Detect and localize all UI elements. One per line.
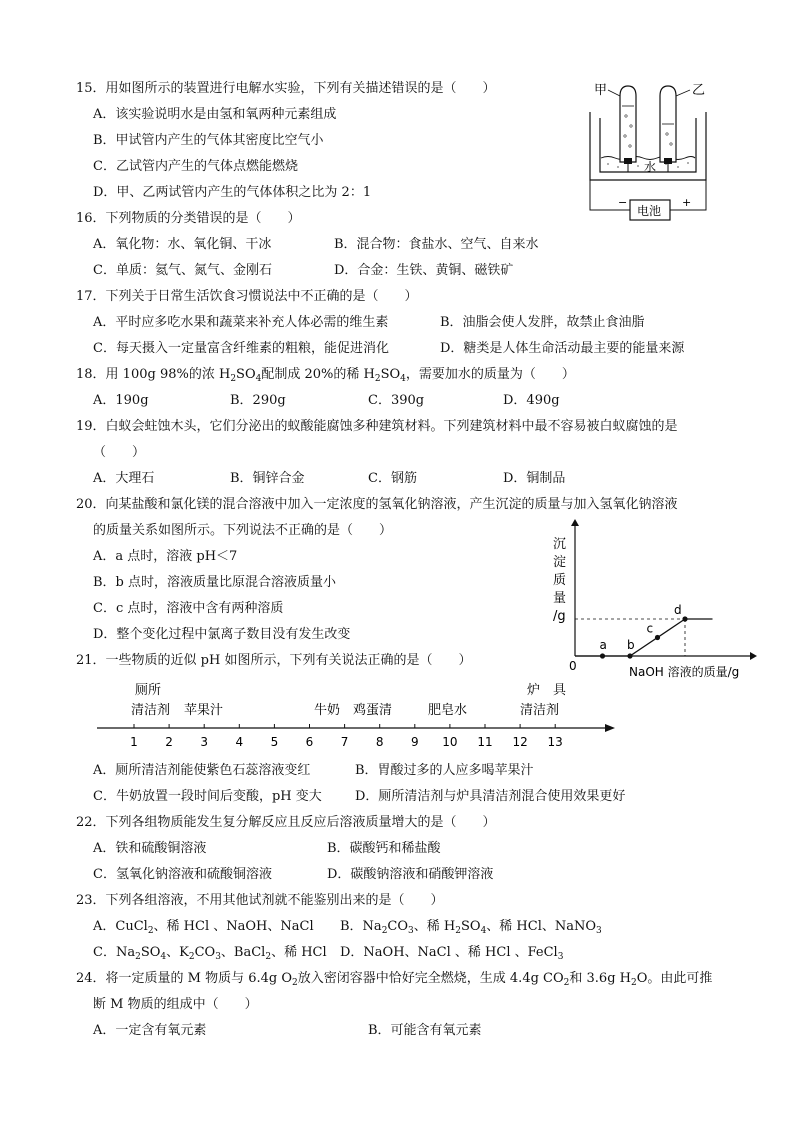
q18-option-b: B．290g <box>230 393 286 408</box>
q17-option-b: B．油脂会使人发胖，故禁止食油脂 <box>440 315 645 330</box>
q19-option-d: D．铜制品 <box>503 471 566 486</box>
q21-option-c: C．牛奶放置一段时间后变酸，pH 变大 <box>93 789 322 804</box>
q17-option-c: C．每天摄入一定量富含纤维素的粗粮，能促进消化 <box>93 341 389 356</box>
chart-point-label-c: c <box>646 621 654 636</box>
q20-option-d: D．整个变化过程中氯离子数目没有发生改变 <box>93 627 351 642</box>
origin-label: 0 <box>569 659 577 673</box>
chart-point-c <box>655 635 660 640</box>
ph-tick-label: 7 <box>340 735 349 749</box>
ph-tick-label: 8 <box>375 735 384 749</box>
q17-option-a: A．平时应多吃水果和蔬菜来补充人体必需的维生素 <box>93 315 389 330</box>
chart-point-a <box>600 653 605 658</box>
q23-option-a: A．CuCl$_2$、稀 HCl 、NaOH、NaCl <box>93 919 314 936</box>
chart-point-label-d: d <box>674 603 682 617</box>
ph-tick-label: 6 <box>305 735 314 749</box>
q22-stem: 22．下列各组物质能发生复分解反应且反应后溶液质量增大的是（ ） <box>76 815 496 830</box>
ph-tick-label: 2 <box>165 735 173 749</box>
ph-label-toilet-1: 厕所 <box>135 683 162 698</box>
ph-label-toilet-2: 清洁剂 <box>131 703 171 718</box>
y-axis-label-5: /g <box>553 609 566 624</box>
tube-right-label: 乙 <box>692 83 706 98</box>
q19-option-c: C．钢筋 <box>368 471 417 486</box>
q17-stem: 17．下列关于日常生活饮食习惯说法中不正确的是（ ） <box>76 289 418 304</box>
ph-tick-label: 3 <box>200 735 209 749</box>
tube-left-label: 甲 <box>594 83 608 98</box>
q15-option-a: A．该实验说明水是由氢和氧两种元素组成 <box>93 107 337 122</box>
q23-option-c: C．$Na_2SO_4$、$K_2CO_3$、BaCl$_2$、稀 HCl <box>93 945 327 962</box>
q16-stem: 16．下列物质的分类错误的是（ ） <box>76 211 301 226</box>
q21-option-d: D．厕所清洁剂与炉具清洁剂混合使用效果更好 <box>355 789 626 804</box>
q19-stem: 19．白蚁会蛀蚀木头，它们分泌出的蚁酸能腐蚀多种建筑材料。下列建筑材料中最不容易被白蚁腐蚀的是 <box>76 419 678 434</box>
ph-tick-label: 5 <box>270 735 279 749</box>
ph-label-egg: 鸡蛋清 <box>353 703 393 718</box>
q19-option-a: A．大理石 <box>93 471 155 486</box>
q16-option-b: B．混合物：食盐水、空气、自来水 <box>334 237 539 252</box>
q24-option-b: B．可能含有氧元素 <box>368 1023 482 1038</box>
q18-stem: 18．用 100g 98%的浓 $H_2SO_4$配制成 20%的稀 $H_2SO_4$，需要加水的质量为（ ） <box>76 367 575 384</box>
q19-stem-blank: （ ） <box>93 445 146 460</box>
ph-label-soap: 肥皂水 <box>428 703 468 718</box>
q24-option-a: A．一定含有氧元素 <box>93 1023 207 1038</box>
q24-stem-line2: 断 M 物质的组成中（ ） <box>93 997 258 1012</box>
q22-option-b: B．碳酸钙和稀盐酸 <box>327 841 441 856</box>
ph-tick-label: 1 <box>130 735 138 749</box>
electrolysis-apparatus-figure <box>588 76 718 226</box>
chart-point-b <box>627 653 632 658</box>
battery-plus: + <box>682 196 692 209</box>
q15-option-d: D．甲、乙两试管内产生的气体体积之比为 2：1 <box>93 185 372 200</box>
battery-label: 电池 <box>637 204 662 218</box>
chart-point-label-b: b <box>627 638 635 652</box>
q24-stem: 24．将一定质量的 M 物质与 6.4g $O_2$放入密闭容器中恰好完全燃烧，生成 4.4g $CO_2$和 3.6g $H_2O$。由此可推 <box>76 971 713 988</box>
ph-tick-label: 13 <box>547 735 563 749</box>
y-axis-label-3: 质 <box>553 573 567 588</box>
q16-option-d: D．合金：生铁、黄铜、磁铁矿 <box>334 263 514 278</box>
ph-label-milk: 牛奶 <box>314 703 341 718</box>
q22-option-d: D．碳酸钠溶液和硝酸钾溶液 <box>327 867 494 882</box>
q20-option-a: A．a 点时，溶液 pH＜7 <box>93 549 238 564</box>
chart-point-label-a: a <box>599 638 607 652</box>
q22-option-a: A．铁和硫酸铜溶液 <box>93 841 207 856</box>
q17-option-d: D．糖类是人体生命活动最主要的能量来源 <box>440 341 685 356</box>
q15-option-b: B．甲试管内产生的气体其密度比空气小 <box>93 133 324 148</box>
ph-label-stove-2: 清洁剂 <box>520 703 560 718</box>
q23-stem: 23．下列各组溶液，不用其他试剂就不能鉴别出来的是（ ） <box>76 893 444 908</box>
q18-option-a: A．190g <box>93 393 149 408</box>
q21-option-a: A．厕所清洁剂能使紫色石蕊溶液变红 <box>93 763 311 778</box>
q20-option-b: B．b 点时，溶液质量比原混合溶液质量小 <box>93 575 337 590</box>
ph-label-stove-1: 炉 具 <box>527 683 567 698</box>
q15-stem: 15．用如图所示的装置进行电解水实验，下列有关描述错误的是（ ） <box>76 81 496 96</box>
water-label: 水 <box>644 160 657 174</box>
x-axis-label: NaOH 溶液的质量/g <box>629 665 740 679</box>
q21-stem: 21．一些物质的近似 pH 如图所示，下列有关说法正确的是（ ） <box>76 653 472 668</box>
q20-stem: 20．向某盐酸和氯化镁的混合溶液中加入一定浓度的氢氧化钠溶液，产生沉淀的质量与加入氢氧化钠溶液 <box>76 497 678 512</box>
q18-option-d: D．490g <box>503 393 560 408</box>
q20-option-c: C．c 点时，溶液中含有两种溶质 <box>93 601 284 616</box>
q18-option-c: C．390g <box>368 393 425 408</box>
battery-minus: − <box>618 196 628 209</box>
q20-stem-line2: 的质量关系如图所示。下列说法不正确的是（ ） <box>93 523 393 538</box>
y-axis-label-4: 量 <box>553 591 567 606</box>
ph-tick-label: 9 <box>410 735 419 749</box>
q16-option-c: C．单质：氦气、氮气、金刚石 <box>93 263 272 278</box>
precipitate-mass-chart <box>545 518 757 682</box>
precipitate-line <box>575 619 713 656</box>
q23-option-d: D．NaOH、NaCl 、稀 HCl 、FeCl$_3$ <box>340 945 564 962</box>
ph-scale-figure <box>95 680 625 752</box>
ph-tick-label: 12 <box>512 735 528 749</box>
q21-option-b: B．胃酸过多的人应多喝苹果汁 <box>355 763 534 778</box>
q22-option-c: C．氢氧化钠溶液和硫酸铜溶液 <box>93 867 272 882</box>
ph-tick-label: 11 <box>477 735 493 749</box>
q19-option-b: B．铜锌合金 <box>230 471 305 486</box>
y-axis-label-2: 淀 <box>553 555 567 570</box>
ph-tick-label: 10 <box>442 735 458 749</box>
ph-label-apple: 苹果汁 <box>184 703 224 718</box>
ph-tick-label: 4 <box>235 735 244 749</box>
q16-option-a: A．氧化物：水、氧化铜、干冰 <box>93 237 272 252</box>
q15-option-c: C．乙试管内产生的气体点燃能燃烧 <box>93 159 298 174</box>
chart-point-d <box>682 616 687 621</box>
y-axis-label-1: 沉 <box>553 537 567 552</box>
q23-option-b: B．$Na_2CO_3$、稀 $H_2SO_4$、稀 HCl、NaNO$_3$ <box>340 919 602 936</box>
